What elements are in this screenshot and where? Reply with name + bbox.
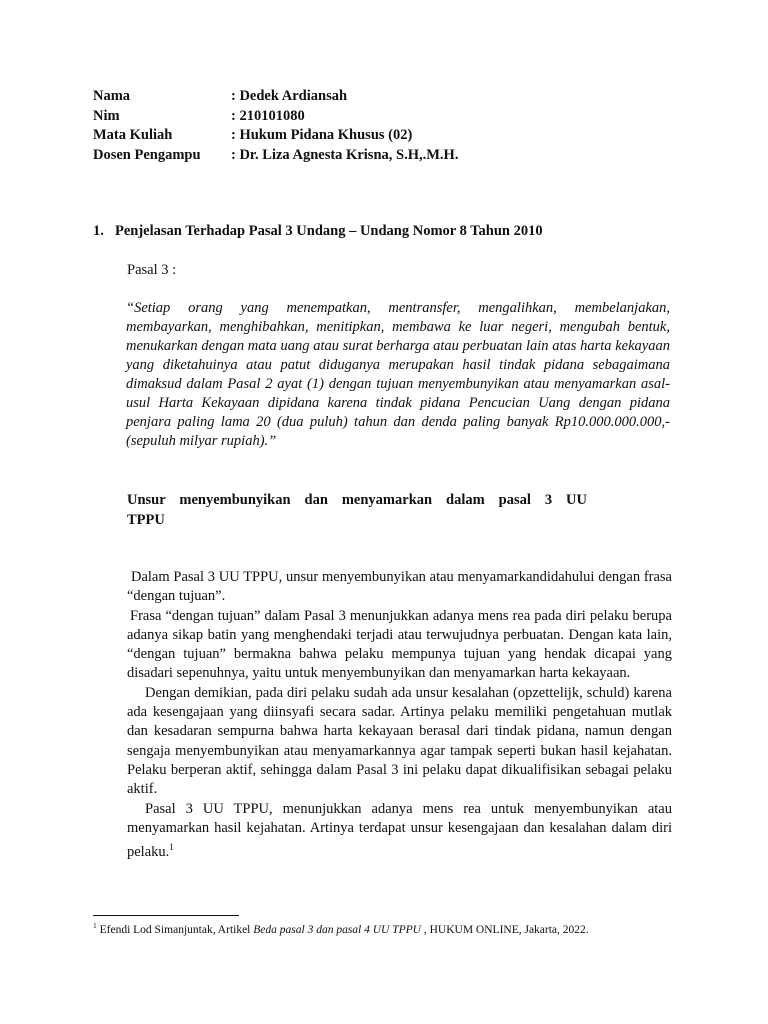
info-label: Nim xyxy=(93,107,120,124)
info-value: : 210101080 xyxy=(231,107,305,124)
info-row-name xyxy=(93,87,458,107)
footnote-reference[interactable]: 1 xyxy=(169,842,174,853)
info-value: : Hukum Pidana Khusus (02) xyxy=(231,127,413,143)
pasal-label: Pasal 3 : xyxy=(127,262,177,278)
info-label: Nama xyxy=(93,88,131,104)
footnote-suffix: , HUKUM ONLINE, Jakarta, 2022. xyxy=(420,923,589,936)
paragraph-text: Pasal 3 UU TPPU, menunjukkan adanya mens rea untuk menyembunyikan atau menyamarkan hasil kejahatan. Artinya terdapat unsur kesengajaan dan kesalahan dalam diri pelaku. xyxy=(127,800,672,860)
section-number: 1. xyxy=(93,223,104,239)
section-title-text: Penjelasan Terhadap Pasal 3 Undang – Undang Nomor 8 Tahun 2010 xyxy=(115,223,543,239)
paragraph-with-footnote xyxy=(127,800,672,863)
footnote xyxy=(93,921,589,936)
info-label: Mata Kuliah xyxy=(93,127,173,143)
paragraph: Dalam Pasal 3 UU TPPU, unsur menyembunyikan atau menyamarkandidahului dengan frasa “dengan tujuan”. xyxy=(127,569,672,605)
paragraph: Dengan demikian, pada diri pelaku sudah ada unsur kesalahan (opzettelijk, schuld) karena ada kesengajaan yang diinsyafi secara sadar. Artinya pelaku memiliki pengetahuan mutlak dan kesadaran sempurna bahwa harta kekayaan berasal dari tindak pidana, namun dengan sengaja menyembunyikan atau menyamarkannya agar tampak seperti bukan hasil kejahatan. Pelaku berperan aktif, sehingga dalam Pasal 3 ini pelaku dapat dikualifisikan sebagai pelaku aktif. xyxy=(127,684,672,798)
student-info-block xyxy=(93,87,458,165)
body-text xyxy=(127,568,672,862)
footnote-divider xyxy=(93,915,239,916)
info-row-lecturer xyxy=(93,146,458,166)
info-row-nim xyxy=(93,107,458,127)
info-value: : Dedek Ardiansah xyxy=(231,88,348,104)
subheading: Unsur menyembunyikan dan menyamarkan dalam pasal 3 UU TPPU xyxy=(127,492,587,528)
info-label: Dosen Pengampu xyxy=(93,146,201,163)
info-row-course xyxy=(93,126,458,146)
law-quote: “Setiap orang yang menempatkan, mentransfer, mengalihkan, membelanjakan, membayarkan, menghibahkan, menitipkan, membawa ke luar negeri, mengubah bentuk, menukarkan dengan mata uang atau surat berharga atau perbuatan lain atas harta kekayaan yang diketahuinya atau patut diduganya merupakan hasil tindak pidana sebagaimana dimaksud dalam Pasal 2 ayat (1) dengan tujuan menyembunyikan atau menyamarkan asal-usul Harta Kekayaan dipidana karena tindak pidana Pencucian Uang dengan pidana penjara paling lama 20 (dua puluh) tahun dan denda paling banyak Rp10.000.000.000,- (sepuluh milyar rupiah).” xyxy=(126,300,670,449)
footnote-marker: 1 xyxy=(93,921,97,930)
footnote-prefix: Efendi Lod Simanjuntak, Artikel xyxy=(96,923,254,936)
info-value: : Dr. Liza Agnesta Krisna, S.H,.M.H. xyxy=(231,146,459,163)
footnote-article-title: Beda pasal 3 dan pasal 4 UU TPPU xyxy=(253,923,421,936)
section-heading xyxy=(93,223,543,240)
paragraph: Frasa “dengan tujuan” dalam Pasal 3 menunjukkan adanya mens rea pada diri pelaku berupa adanya sikap batin yang menghendaki terjadi atau terwujudnya perbuatan. Dengan kata lain, “dengan tujuan” bermakna bahwa pelaku mempunya tujuan yang hendak dicapai yang disadari sepenuhnya, yaitu untuk menyembunyikan dan menyamarkan harta kekayaan. xyxy=(127,607,672,682)
